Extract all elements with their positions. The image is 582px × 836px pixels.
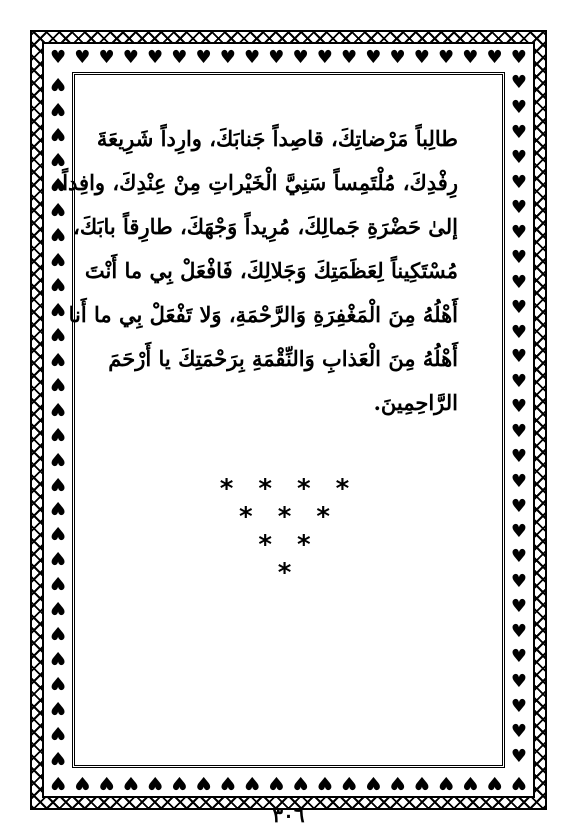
heart-icon: ♥ bbox=[49, 198, 67, 220]
heart-icon: ♥ bbox=[171, 772, 188, 793]
heart-icon: ♥ bbox=[510, 471, 528, 493]
heart-icon: ♥ bbox=[292, 47, 309, 68]
heart-icon: ♥ bbox=[510, 446, 528, 468]
heart-icon: ♥ bbox=[510, 196, 528, 218]
heart-icon: ♥ bbox=[268, 47, 285, 68]
heart-icon: ♥ bbox=[219, 47, 236, 68]
paragraph-line: أَهْلُهُ مِنَ الْعَذابِ وَالنِّقْمَةِ بِرَحْمَتِكَ يا أَرْحَمَ bbox=[108, 346, 458, 371]
heart-icon: ♥ bbox=[462, 47, 479, 68]
heart-icon: ♥ bbox=[49, 597, 67, 619]
paragraph-line: إلىٰ حَضْرَةِ جَمالِكَ، مُرِيداً وَجْهَكَ، طارِقاً بابَكَ، bbox=[73, 214, 458, 239]
heart-icon: ♥ bbox=[510, 772, 527, 793]
heart-icon: ♥ bbox=[510, 271, 528, 293]
heart-icon: ♥ bbox=[49, 522, 67, 544]
heart-icon: ♥ bbox=[195, 47, 212, 68]
border-hearts-top bbox=[50, 46, 527, 70]
heart-icon: ♥ bbox=[365, 772, 382, 793]
heart-icon: ♥ bbox=[510, 72, 528, 93]
heart-icon: ♥ bbox=[49, 422, 67, 444]
heart-icon: ♥ bbox=[171, 47, 188, 68]
heart-icon: ♥ bbox=[510, 620, 528, 642]
heart-icon: ♥ bbox=[219, 772, 236, 793]
heart-icon: ♥ bbox=[413, 47, 430, 68]
heart-icon: ♥ bbox=[510, 745, 528, 767]
heart-icon: ♥ bbox=[49, 173, 67, 195]
heart-icon: ♥ bbox=[49, 148, 67, 170]
paragraph-line: مُسْتَكِيناً لِعَظَمَتِكَ وَجَلالِكَ، فَافْعَلْ بِي ما أَنْتَ bbox=[84, 258, 458, 283]
heart-icon: ♥ bbox=[510, 521, 528, 543]
heart-icon: ♥ bbox=[510, 371, 528, 393]
heart-icon: ♥ bbox=[486, 47, 503, 68]
border-hearts-bottom bbox=[50, 770, 527, 794]
heart-icon: ♥ bbox=[292, 772, 309, 793]
heart-icon: ♥ bbox=[389, 47, 406, 68]
heart-icon: ♥ bbox=[510, 695, 528, 717]
heart-icon: ♥ bbox=[510, 121, 528, 143]
heart-icon: ♥ bbox=[510, 47, 527, 68]
heart-icon: ♥ bbox=[49, 472, 67, 494]
star-row: * * bbox=[258, 530, 319, 560]
paragraph-line: أَهْلُهُ مِنَ الْمَغْفِرَةِ وَالرَّحْمَةِ، وَلا تَفْعَلْ بِي ما أَنا bbox=[68, 302, 458, 327]
heart-icon: ♥ bbox=[122, 772, 139, 793]
heart-icon: ♥ bbox=[49, 73, 67, 95]
page-content-area bbox=[62, 72, 505, 827]
heart-icon: ♥ bbox=[122, 47, 139, 68]
heart-icon: ♥ bbox=[510, 571, 528, 593]
heart-icon: ♥ bbox=[510, 396, 528, 418]
heart-icon: ♥ bbox=[49, 247, 67, 269]
heart-icon: ♥ bbox=[510, 645, 528, 667]
heart-icon: ♥ bbox=[49, 397, 67, 419]
heart-icon: ♥ bbox=[268, 772, 285, 793]
paragraph-line: رِفْدِكَ، مُلْتَمِساً سَنِيَّ الْخَيْراتِ مِنْ عِنْدِكَ، وافِداً bbox=[62, 170, 458, 195]
heart-icon: ♥ bbox=[49, 547, 67, 569]
heart-icon: ♥ bbox=[49, 572, 67, 594]
paragraph-line: طالِباً مَرْضاتِكَ، قاصِداً جَنابَكَ، وارِداً شَرِيعَةَ bbox=[96, 126, 458, 151]
page-number: ٣٠٦ bbox=[272, 803, 305, 827]
heart-icon: ♥ bbox=[98, 772, 115, 793]
heart-icon: ♥ bbox=[438, 772, 455, 793]
heart-icon: ♥ bbox=[510, 670, 528, 692]
border-inner-band bbox=[42, 42, 535, 827]
heart-icon: ♥ bbox=[49, 123, 67, 145]
heart-icon: ♥ bbox=[510, 496, 528, 518]
heart-icon: ♥ bbox=[49, 272, 67, 294]
heart-icon: ♥ bbox=[510, 596, 528, 618]
heart-icon: ♥ bbox=[49, 672, 67, 694]
heart-icon: ♥ bbox=[510, 296, 528, 318]
heart-icon: ♥ bbox=[98, 47, 115, 68]
heart-icon: ♥ bbox=[49, 347, 67, 369]
heart-icon: ♥ bbox=[50, 772, 67, 793]
heart-icon: ♥ bbox=[316, 772, 333, 793]
heart-icon: ♥ bbox=[195, 772, 212, 793]
heart-icon: ♥ bbox=[49, 647, 67, 669]
heart-icon: ♥ bbox=[510, 546, 528, 568]
heart-icon: ♥ bbox=[510, 221, 528, 243]
heart-icon: ♥ bbox=[510, 321, 528, 343]
heart-icon: ♥ bbox=[49, 722, 67, 744]
star-row: * bbox=[277, 558, 300, 588]
heart-icon: ♥ bbox=[50, 47, 67, 68]
heart-icon: ♥ bbox=[389, 772, 406, 793]
heart-icon: ♥ bbox=[438, 47, 455, 68]
heart-icon: ♥ bbox=[49, 697, 67, 719]
heart-icon: ♥ bbox=[510, 96, 528, 118]
heart-icon: ♥ bbox=[49, 747, 67, 768]
heart-icon: ♥ bbox=[413, 772, 430, 793]
heart-icon: ♥ bbox=[49, 497, 67, 519]
heart-icon: ♥ bbox=[365, 47, 382, 68]
heart-icon: ♥ bbox=[49, 297, 67, 319]
star-row: * * * bbox=[239, 502, 338, 532]
star-row: * * * * bbox=[219, 474, 358, 504]
heart-icon: ♥ bbox=[147, 772, 164, 793]
heart-icon: ♥ bbox=[49, 322, 67, 344]
heart-icon: ♥ bbox=[510, 146, 528, 168]
heart-icon: ♥ bbox=[49, 372, 67, 394]
heart-icon: ♥ bbox=[49, 622, 67, 644]
heart-icon: ♥ bbox=[510, 720, 528, 742]
heart-icon: ♥ bbox=[244, 47, 261, 68]
heart-icon: ♥ bbox=[147, 47, 164, 68]
heart-icon: ♥ bbox=[341, 47, 358, 68]
heart-icon: ♥ bbox=[510, 346, 528, 368]
heart-icon: ♥ bbox=[74, 47, 91, 68]
heart-icon: ♥ bbox=[486, 772, 503, 793]
section-end-stars bbox=[75, 475, 502, 587]
heart-icon: ♥ bbox=[49, 98, 67, 120]
heart-icon: ♥ bbox=[510, 171, 528, 193]
heart-icon: ♥ bbox=[510, 421, 528, 443]
heart-icon: ♥ bbox=[74, 772, 91, 793]
border-hearts-right bbox=[507, 74, 531, 766]
prayer-paragraph bbox=[62, 117, 458, 425]
heart-icon: ♥ bbox=[316, 47, 333, 68]
heart-icon: ♥ bbox=[341, 772, 358, 793]
heart-icon: ♥ bbox=[49, 447, 67, 469]
heart-icon: ♥ bbox=[462, 772, 479, 793]
paragraph-line: الرَّاحِمِينَ. bbox=[373, 390, 458, 415]
heart-icon: ♥ bbox=[510, 246, 528, 268]
heart-icon: ♥ bbox=[244, 772, 261, 793]
heart-icon: ♥ bbox=[49, 222, 67, 244]
page-decorative-border bbox=[30, 30, 547, 827]
